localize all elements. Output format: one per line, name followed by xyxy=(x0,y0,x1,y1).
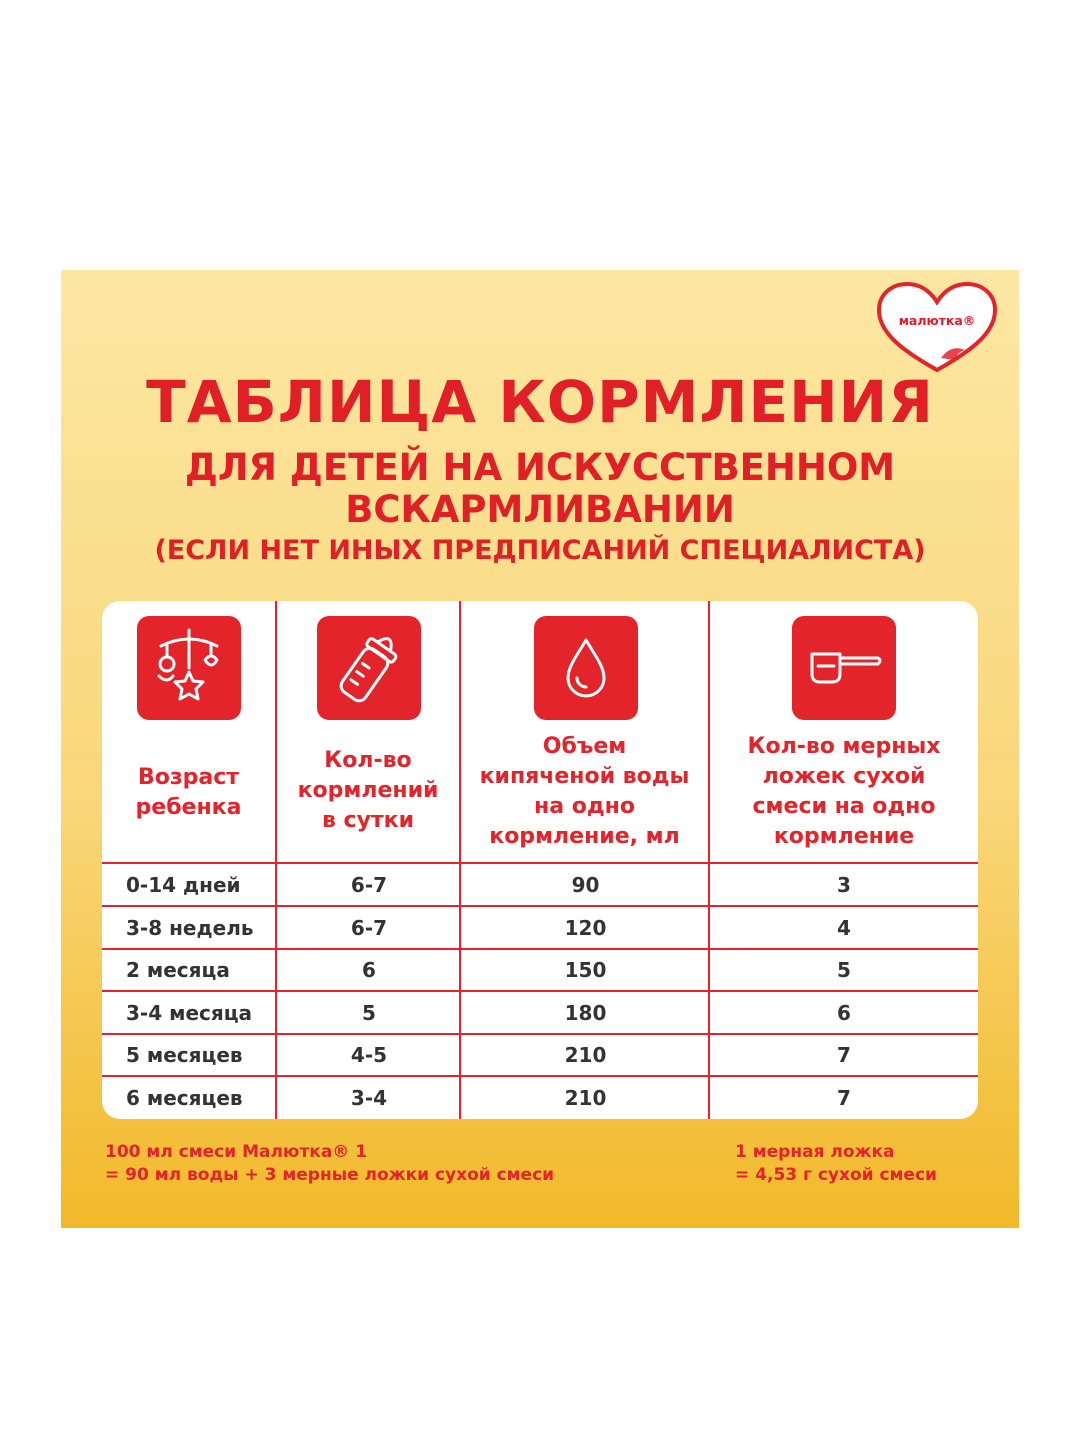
cell-spoons: 5 xyxy=(837,958,851,982)
baby-mobile-icon xyxy=(137,616,241,720)
cell-water-volume: 90 xyxy=(571,873,600,897)
cell-feedings: 6 xyxy=(362,958,376,982)
column-header-age: Возраст ребенка xyxy=(135,765,242,820)
feeding-table xyxy=(102,601,978,1119)
column-header-feedings: Кол-во кормлений в сутки xyxy=(297,748,439,833)
footnote-spoon-line2: = 4,53 г сухой смеси xyxy=(735,1165,937,1185)
footnote-mix-line1: 100 мл смеси Малютка® 1 xyxy=(105,1142,368,1162)
cell-water-volume: 210 xyxy=(564,1086,607,1110)
column-header-spoons: Кол-во мерных ложек сухой смеси на одно кормление xyxy=(747,734,941,849)
cell-spoons: 6 xyxy=(837,1001,851,1025)
footnote-spoon-line1: 1 мерная ложка xyxy=(735,1142,895,1162)
cell-feedings: 3-4 xyxy=(350,1086,388,1110)
page-subtitle: ДЛЯ ДЕТЕЙ НА ИСКУССТВЕННОМ ВСКАРМЛИВАНИИ xyxy=(184,446,896,531)
cell-age: 5 месяцев xyxy=(126,1043,243,1067)
cell-spoons: 7 xyxy=(837,1043,851,1067)
page-note: (ЕСЛИ НЕТ ИНЫХ ПРЕДПИСАНИЙ СПЕЦИАЛИСТА) xyxy=(154,535,926,566)
measuring-spoon-icon xyxy=(792,616,896,720)
cell-water-volume: 180 xyxy=(564,1001,607,1025)
cell-age: 3-8 недель xyxy=(126,916,254,940)
cell-age: 6 месяцев xyxy=(126,1086,243,1110)
cell-water-volume: 150 xyxy=(564,958,607,982)
brand-logo-text: малютка® xyxy=(898,313,976,328)
cell-age: 3-4 месяца xyxy=(126,1001,253,1025)
cell-age: 2 месяца xyxy=(126,958,230,982)
baby-bottle-icon xyxy=(317,616,421,720)
column-header-water-volume: Объем кипяченой воды на одно кормление, мл xyxy=(479,734,690,849)
cell-spoons: 7 xyxy=(837,1086,851,1110)
page-title: ТАБЛИЦА КОРМЛЕНИЯ xyxy=(146,368,934,436)
cell-water-volume: 120 xyxy=(564,916,607,940)
cell-feedings: 5 xyxy=(362,1001,376,1025)
cell-spoons: 4 xyxy=(837,916,851,940)
cell-feedings: 4-5 xyxy=(350,1043,388,1067)
cell-age: 0-14 дней xyxy=(126,873,241,897)
cell-water-volume: 210 xyxy=(564,1043,607,1067)
water-drop-icon xyxy=(534,616,638,720)
cell-feedings: 6-7 xyxy=(350,916,388,940)
cell-feedings: 6-7 xyxy=(350,873,388,897)
cell-spoons: 3 xyxy=(837,873,851,897)
brand-logo-heart xyxy=(875,282,999,374)
footnote-mix-line2: = 90 мл воды + 3 мерные ложки сухой смеси xyxy=(105,1165,555,1185)
